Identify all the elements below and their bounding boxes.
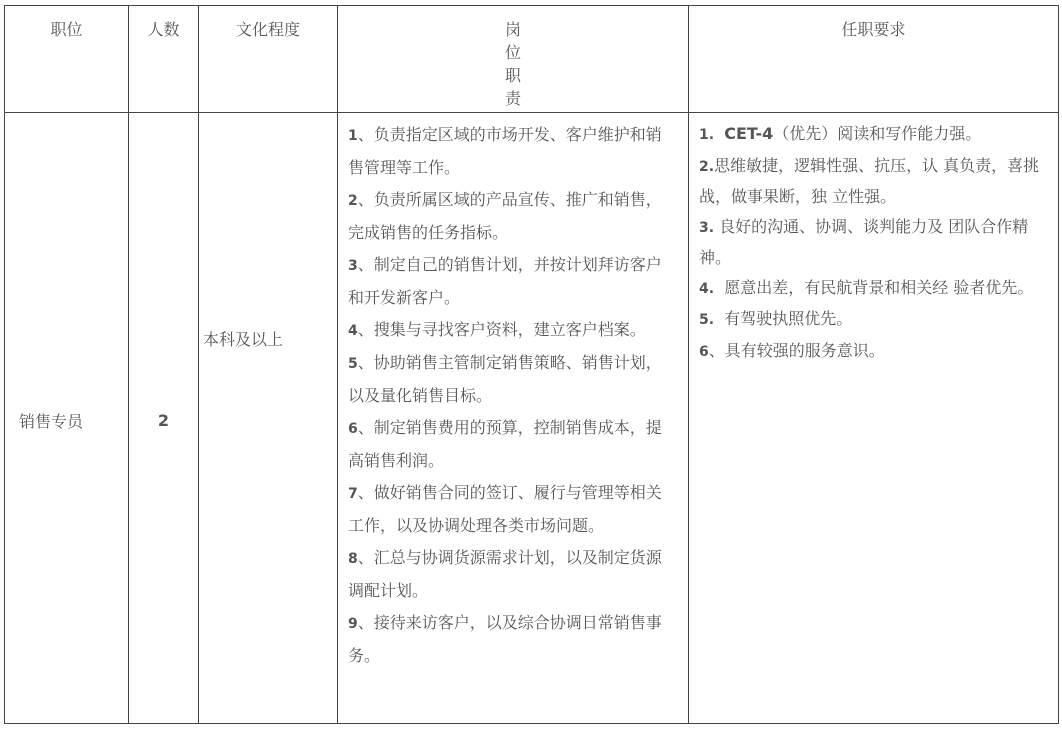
header-duties-char: 位 (504, 43, 521, 62)
requirement-text: 、具有较强的服务意识。 (708, 340, 885, 360)
requirement-text: 思维敏捷，逻辑性强、抗压，认 真负责，喜挑战，做事果断，独 立性强。 (699, 155, 1040, 206)
requirement-item (699, 273, 1052, 305)
duty-item (348, 249, 680, 314)
duty-number: 7 (348, 486, 358, 502)
duty-number: 4 (348, 323, 358, 339)
header-duties-char: 责 (504, 89, 521, 108)
duty-item (348, 119, 680, 184)
requirement-number: 4. (699, 280, 715, 297)
header-position: 职位 (50, 20, 83, 39)
requirements-cell (689, 113, 1059, 724)
requirement-text: 有驾驶执照优先。 (724, 309, 853, 328)
header-duties-cell (338, 6, 689, 113)
position-name: 销售专员 (19, 411, 84, 431)
headcount: 2 (157, 410, 170, 430)
duty-item (348, 607, 680, 672)
duty-number: 1 (348, 128, 358, 144)
requirement-text: （优先）阅读和写作能力强。 (773, 124, 982, 143)
position-cell (5, 113, 129, 724)
header-count: 人数 (147, 20, 180, 39)
header-position-cell (5, 6, 129, 113)
education-level: 本科及以上 (203, 330, 284, 349)
duty-text-continued: 售管理等工作。 (348, 158, 461, 177)
requirement-item (699, 212, 1052, 273)
header-duties-char: 岗 (504, 20, 521, 39)
requirement-item (699, 336, 1052, 368)
job-table (4, 5, 1059, 724)
header-count-cell (129, 6, 199, 113)
duty-number: 9 (348, 616, 358, 632)
header-duties-char: 职 (504, 66, 521, 85)
requirement-item (699, 304, 1052, 336)
duty-number: 8 (348, 551, 358, 567)
duty-number: 6 (348, 421, 358, 437)
header-requirements-cell (689, 6, 1059, 113)
header-education: 文化程度 (235, 20, 300, 39)
duty-text: 、制定销售费用的预算，控制销售成本，提 高销售利润。 (348, 418, 662, 470)
duty-text: 、负责指定区域的市场开发、客户维护和销 (357, 125, 662, 144)
duty-number: 3 (348, 258, 358, 274)
duty-item (348, 477, 680, 542)
requirement-highlight: CET-4 (724, 124, 774, 143)
requirement-number: 2. (699, 158, 715, 175)
duty-text: 、负责所属区域的产品宣传、推广和销售， 完成销售的任务指标。 (348, 190, 662, 242)
duty-text: 、制定自己的销售计划，并按计划拜访客户 和开发新客户。 (348, 255, 662, 307)
requirement-number: 3. (699, 219, 715, 236)
duties-list (338, 113, 688, 672)
duty-text: 、接待来访客户，以及综合协调日常销售事 务。 (348, 613, 662, 665)
duty-item (348, 542, 680, 607)
duty-text: 、搜集与寻找客户资料，建立客户档案。 (357, 320, 646, 339)
duty-text: 、汇总与协调货源需求计划，以及制定货源 调配计划。 (348, 548, 662, 600)
duty-item (348, 412, 680, 477)
duty-number: 2 (348, 193, 358, 209)
header-requirements: 任职要求 (841, 20, 906, 39)
requirement-text: 愿意出差，有民航背景和相关经 验者优先。 (724, 277, 1034, 297)
table-row (5, 113, 1059, 724)
duty-item (348, 347, 680, 412)
header-duties (503, 18, 523, 110)
requirement-number: 1. (699, 127, 715, 143)
duties-cell (338, 113, 689, 724)
table-header-row (5, 6, 1059, 113)
duty-item (348, 314, 680, 347)
requirement-text: 良好的沟通、协调、谈判能力及 团队合作精神。 (699, 216, 1029, 267)
requirement-number: 6 (699, 343, 709, 360)
requirements-list (689, 113, 1058, 367)
education-cell (199, 113, 338, 724)
duty-item (348, 184, 680, 249)
requirement-item (699, 119, 1052, 151)
requirement-number: 5. (699, 312, 715, 328)
header-education-cell (199, 6, 338, 113)
count-cell (129, 113, 199, 724)
requirement-item (699, 151, 1052, 212)
duty-text: 、做好销售合同的签订、履行与管理等相关 工作，以及协调处理各类市场问题。 (348, 483, 662, 535)
duty-text: 、协助销售主管制定销售策略、销售计划， 以及量化销售目标。 (348, 353, 662, 405)
duty-number: 5 (348, 356, 358, 372)
